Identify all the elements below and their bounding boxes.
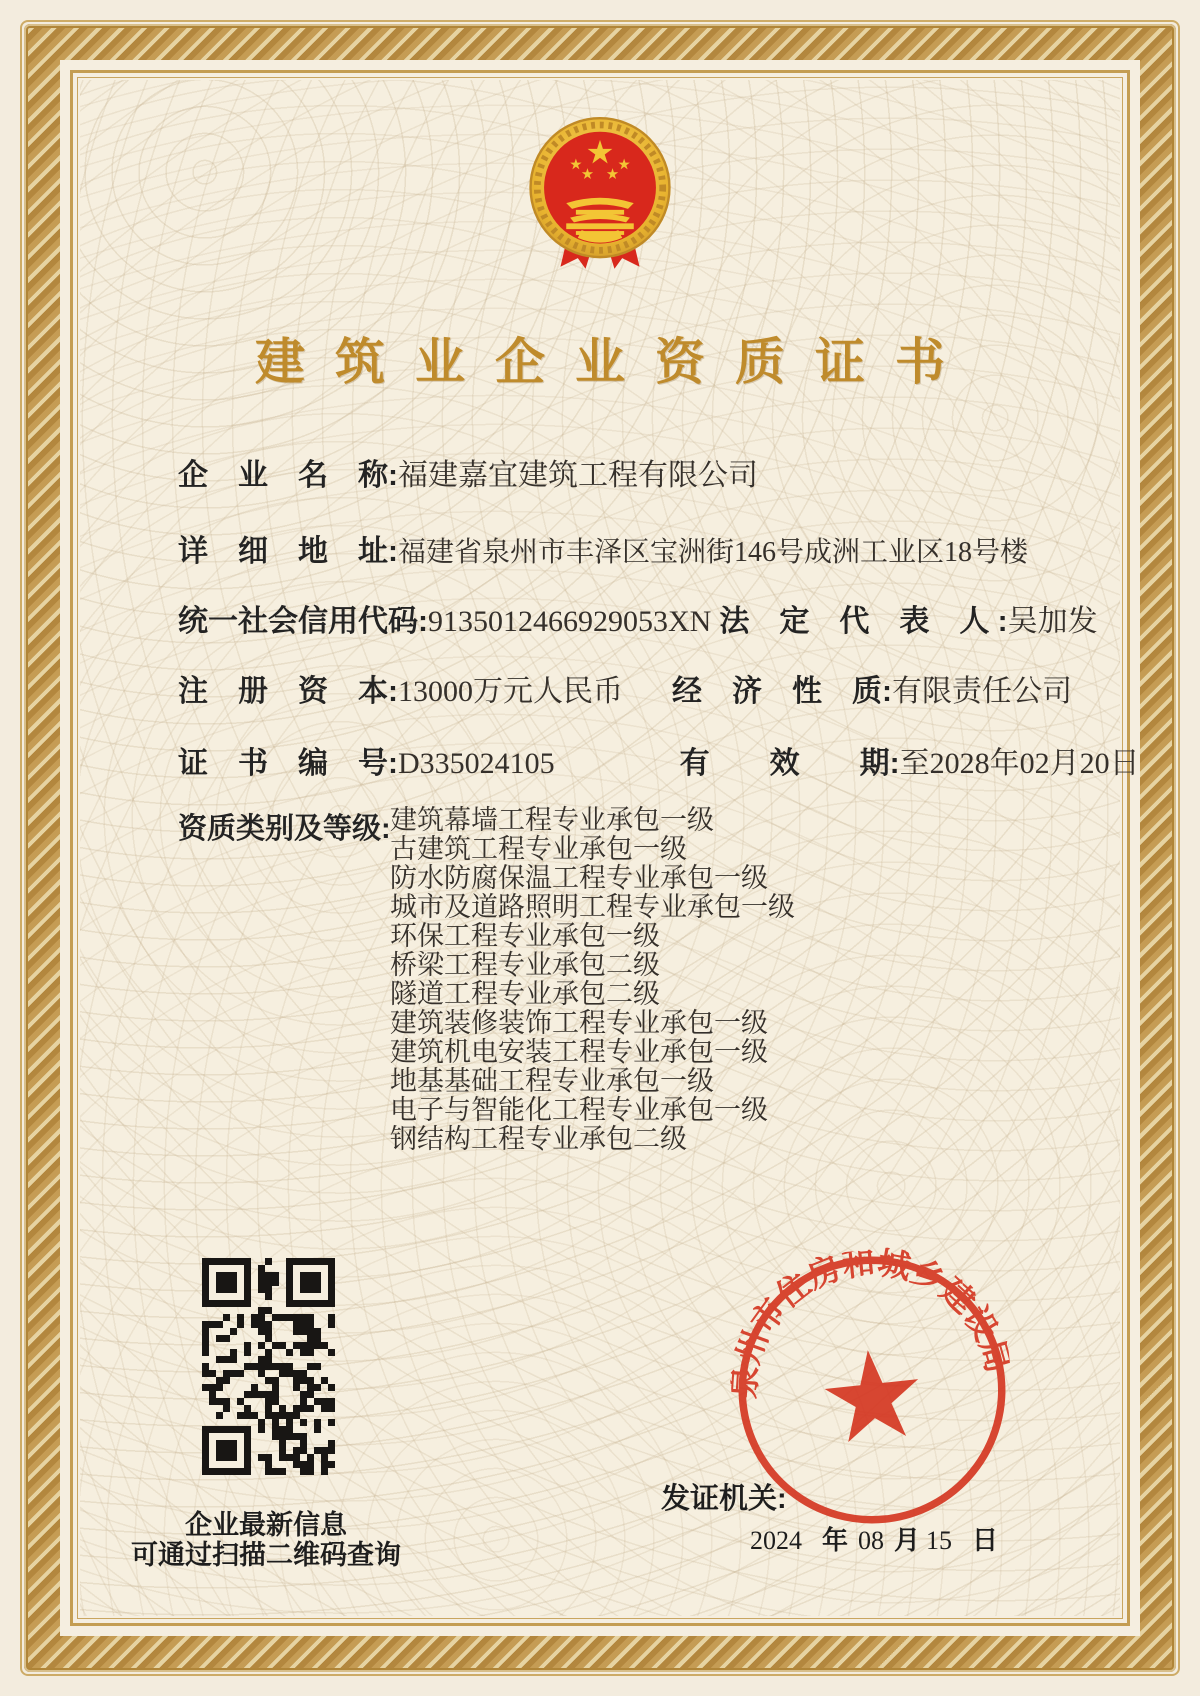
qualification-item: 环保工程专业承包一级 — [390, 921, 660, 951]
address-label: 详 细 地 址: — [178, 535, 398, 568]
legal-rep-value: 吴加发 — [1007, 605, 1098, 638]
seal-text: 泉州市住房和城乡建设局 — [724, 1243, 1018, 1400]
issuer-label: 发证机关: — [661, 1483, 787, 1515]
field-company-name — [178, 450, 758, 494]
qr-finder-icon — [202, 1426, 251, 1475]
official-seal — [718, 1236, 1026, 1544]
company-name-label: 企 业 名 称: — [178, 459, 398, 492]
validity-value: 至2028年02月20日 — [899, 747, 1140, 780]
issue-date-month-unit: 月 — [894, 1525, 921, 1555]
legal-rep-label: 法 定 代 表 人 : — [719, 605, 1008, 638]
qualification-item: 建筑机电安装工程专业承包一级 — [390, 1037, 768, 1067]
address-value: 福建省泉州市丰泽区宝洲街146号成洲工业区18号楼 — [398, 537, 1029, 568]
credit-code-value: 9135012466929053XN — [428, 605, 712, 638]
issue-date-month: 08 — [858, 1526, 885, 1555]
seal-star-icon — [821, 1345, 924, 1444]
qualification-list — [390, 806, 795, 1154]
field-credit-code — [178, 596, 1098, 640]
validity-label: 有 效 期: — [679, 747, 900, 780]
economic-nature-value: 有限责任公司 — [892, 675, 1072, 708]
field-address — [178, 526, 1028, 570]
cert-number-value: D335024105 — [398, 747, 555, 780]
qualification-item: 桥梁工程专业承包二级 — [390, 950, 660, 980]
qr-caption — [118, 1510, 414, 1570]
qualification-item: 隧道工程专业承包二级 — [390, 979, 660, 1009]
capital-label: 注 册 资 本: — [178, 675, 398, 708]
field-registered-capital — [178, 666, 1072, 710]
cert-number-label: 证 书 编 号: — [178, 747, 398, 780]
qr-caption-line1: 企业最新信息 — [185, 1510, 347, 1540]
credit-code-label: 统一社会信用代码: — [178, 605, 428, 638]
qr-finder-icon — [202, 1258, 251, 1307]
qualification-item: 防水防腐保温工程专业承包一级 — [390, 863, 768, 893]
qr-finder-icon — [286, 1258, 335, 1307]
issue-date-day-unit: 日 — [972, 1525, 999, 1555]
qualification-item: 钢结构工程专业承包二级 — [390, 1124, 687, 1154]
issue-date-year-unit: 年 — [822, 1525, 849, 1555]
qualification-item: 电子与智能化工程专业承包一级 — [390, 1095, 768, 1125]
capital-value: 13000万元人民币 — [398, 675, 623, 708]
qualification-item: 建筑装修装饰工程专业承包一级 — [390, 1008, 768, 1038]
certificate-title: 建筑业企业资质证书 — [255, 333, 975, 390]
qualification-item: 古建筑工程专业承包一级 — [390, 834, 687, 864]
issue-date-day: 15 — [926, 1526, 953, 1555]
company-name-value: 福建嘉宜建筑工程有限公司 — [398, 459, 758, 492]
qualification-item: 建筑幕墙工程专业承包一级 — [390, 805, 714, 835]
qr-caption-line2: 可通过扫描二维码查询 — [131, 1540, 401, 1570]
qualification-label: 资质类别及等级: — [178, 813, 391, 845]
qualification-item: 城市及道路照明工程专业承包一级 — [390, 892, 795, 922]
field-certificate-number — [178, 738, 1140, 782]
qr-code — [202, 1258, 335, 1475]
issue-date-year: 2024 — [750, 1526, 802, 1555]
economic-nature-label: 经 济 性 质: — [672, 675, 892, 708]
qualification-item: 地基基础工程专业承包一级 — [390, 1066, 714, 1096]
national-emblem-icon — [518, 112, 682, 272]
